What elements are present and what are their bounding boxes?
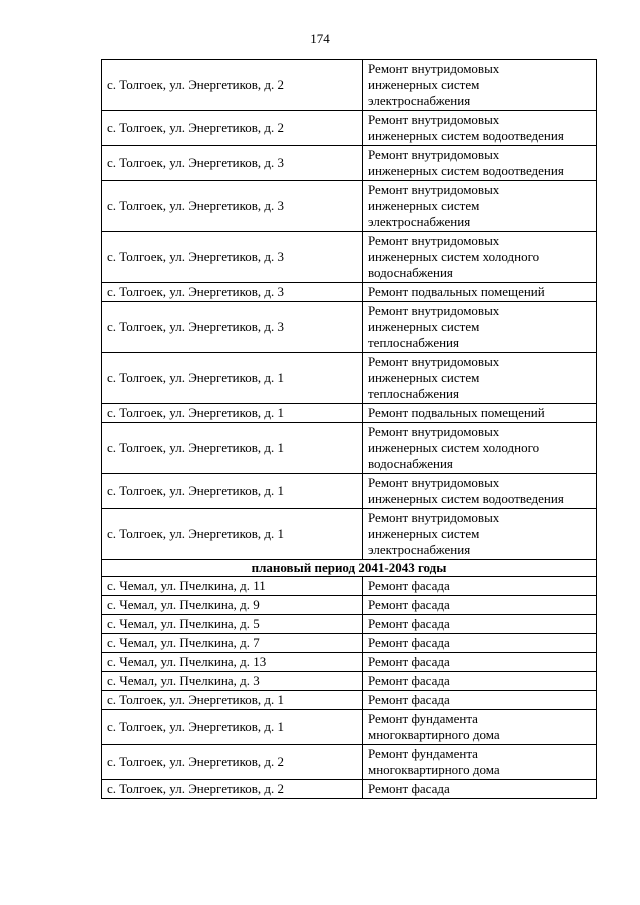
work-type-line: Ремонт фасада: [368, 616, 450, 631]
work-type-cell: [363, 596, 597, 615]
work-type-line: Ремонт фасада: [368, 673, 450, 688]
work-type-cell: [363, 302, 597, 353]
work-type-line: Ремонт фундамента: [368, 746, 478, 761]
table-row: [102, 710, 597, 745]
work-type-line: электроснабжения: [368, 542, 471, 557]
work-type-line: водоснабжения: [368, 456, 453, 471]
work-type-line: Ремонт подвальных помещений: [368, 284, 545, 299]
address-cell: с. Толгоек, ул. Энергетиков, д. 3: [102, 232, 363, 283]
address-cell: с. Толгоек, ул. Энергетиков, д. 2: [102, 780, 363, 799]
address-cell: с. Чемал, ул. Пчелкина, д. 7: [102, 634, 363, 653]
table-row: [102, 615, 597, 634]
table-row: [102, 283, 597, 302]
work-type-cell: [363, 146, 597, 181]
work-type-line: Ремонт внутридомовых: [368, 233, 500, 248]
table-row: [102, 577, 597, 596]
work-type-line: Ремонт фасада: [368, 692, 450, 707]
work-type-cell: [363, 577, 597, 596]
work-type-cell: [363, 111, 597, 146]
work-type-line: Ремонт внутридомовых: [368, 510, 500, 525]
table-row: [102, 745, 597, 780]
address-cell: с. Толгоек, ул. Энергетиков, д. 2: [102, 111, 363, 146]
table-row: [102, 181, 597, 232]
work-type-line: Ремонт фасада: [368, 635, 450, 650]
work-type-line: инженерных систем: [368, 198, 480, 213]
work-type-line: Ремонт внутридомовых: [368, 147, 500, 162]
work-type-line: Ремонт внутридомовых: [368, 475, 500, 490]
section-heading: плановый период 2041-2043 годы: [102, 560, 597, 577]
work-type-line: инженерных систем водоотведения: [368, 491, 564, 506]
address-cell: с. Толгоек, ул. Энергетиков, д. 3: [102, 302, 363, 353]
work-type-line: Ремонт фасада: [368, 654, 450, 669]
table-row: [102, 653, 597, 672]
work-type-line: Ремонт внутридомовых: [368, 182, 500, 197]
address-cell: с. Чемал, ул. Пчелкина, д. 13: [102, 653, 363, 672]
work-type-line: Ремонт внутридомовых: [368, 303, 500, 318]
address-cell: с. Толгоек, ул. Энергетиков, д. 1: [102, 509, 363, 560]
table-row: [102, 232, 597, 283]
work-type-cell: [363, 615, 597, 634]
address-cell: с. Толгоек, ул. Энергетиков, д. 1: [102, 353, 363, 404]
work-type-line: многоквартирного дома: [368, 762, 500, 777]
works-table: [101, 59, 597, 799]
table-row: [102, 596, 597, 615]
table-row: [102, 474, 597, 509]
table-row: [102, 691, 597, 710]
work-type-line: Ремонт фундамента: [368, 711, 478, 726]
table-row: [102, 423, 597, 474]
work-type-cell: [363, 634, 597, 653]
table-row: [102, 634, 597, 653]
work-type-line: теплоснабжения: [368, 386, 459, 401]
work-type-line: инженерных систем: [368, 319, 480, 334]
work-type-cell: [363, 710, 597, 745]
address-cell: с. Толгоек, ул. Энергетиков, д. 3: [102, 283, 363, 302]
table-row: [102, 780, 597, 799]
work-type-cell: [363, 232, 597, 283]
table-row: [102, 302, 597, 353]
table-row: [102, 509, 597, 560]
work-type-cell: [363, 283, 597, 302]
work-type-line: Ремонт внутридомовых: [368, 424, 500, 439]
table-row: [102, 146, 597, 181]
address-cell: с. Толгоек, ул. Энергетиков, д. 3: [102, 181, 363, 232]
address-cell: с. Толгоек, ул. Энергетиков, д. 2: [102, 745, 363, 780]
address-cell: с. Чемал, ул. Пчелкина, д. 9: [102, 596, 363, 615]
address-cell: с. Толгоек, ул. Энергетиков, д. 1: [102, 710, 363, 745]
work-type-cell: [363, 672, 597, 691]
table-row: [102, 111, 597, 146]
work-type-cell: [363, 423, 597, 474]
work-type-line: электроснабжения: [368, 93, 471, 108]
section-heading-row: [102, 560, 597, 577]
work-type-line: электроснабжения: [368, 214, 471, 229]
address-cell: с. Толгоек, ул. Энергетиков, д. 3: [102, 146, 363, 181]
work-type-cell: [363, 509, 597, 560]
work-type-cell: [363, 353, 597, 404]
work-type-cell: [363, 474, 597, 509]
work-type-line: инженерных систем: [368, 77, 480, 92]
work-type-line: Ремонт внутридомовых: [368, 61, 500, 76]
address-cell: с. Чемал, ул. Пчелкина, д. 11: [102, 577, 363, 596]
work-type-line: Ремонт фасада: [368, 781, 450, 796]
address-cell: с. Толгоек, ул. Энергетиков, д. 1: [102, 474, 363, 509]
table-row: [102, 672, 597, 691]
table-row: [102, 404, 597, 423]
work-type-line: многоквартирного дома: [368, 727, 500, 742]
work-type-line: инженерных систем холодного: [368, 249, 540, 264]
work-type-line: водоснабжения: [368, 265, 453, 280]
work-type-line: Ремонт внутридомовых: [368, 112, 500, 127]
work-type-line: инженерных систем: [368, 370, 480, 385]
work-type-line: Ремонт подвальных помещений: [368, 405, 545, 420]
work-type-cell: [363, 780, 597, 799]
work-type-line: Ремонт внутридомовых: [368, 354, 500, 369]
work-type-cell: [363, 745, 597, 780]
work-type-cell: [363, 404, 597, 423]
work-type-line: инженерных систем: [368, 526, 480, 541]
work-type-line: инженерных систем водоотведения: [368, 163, 564, 178]
table-row: [102, 60, 597, 111]
address-cell: с. Толгоек, ул. Энергетиков, д. 2: [102, 60, 363, 111]
work-type-cell: [363, 691, 597, 710]
works-table-body: [102, 60, 597, 799]
work-type-line: Ремонт фасада: [368, 597, 450, 612]
address-cell: с. Толгоек, ул. Энергетиков, д. 1: [102, 691, 363, 710]
address-cell: с. Чемал, ул. Пчелкина, д. 3: [102, 672, 363, 691]
address-cell: с. Чемал, ул. Пчелкина, д. 5: [102, 615, 363, 634]
work-type-line: инженерных систем холодного: [368, 440, 540, 455]
address-cell: с. Толгоек, ул. Энергетиков, д. 1: [102, 423, 363, 474]
page-number: 174: [310, 31, 330, 46]
table-row: [102, 353, 597, 404]
work-type-cell: [363, 60, 597, 111]
work-type-cell: [363, 653, 597, 672]
work-type-line: инженерных систем водоотведения: [368, 128, 564, 143]
work-type-line: Ремонт фасада: [368, 578, 450, 593]
work-type-line: теплоснабжения: [368, 335, 459, 350]
work-type-cell: [363, 181, 597, 232]
address-cell: с. Толгоек, ул. Энергетиков, д. 1: [102, 404, 363, 423]
